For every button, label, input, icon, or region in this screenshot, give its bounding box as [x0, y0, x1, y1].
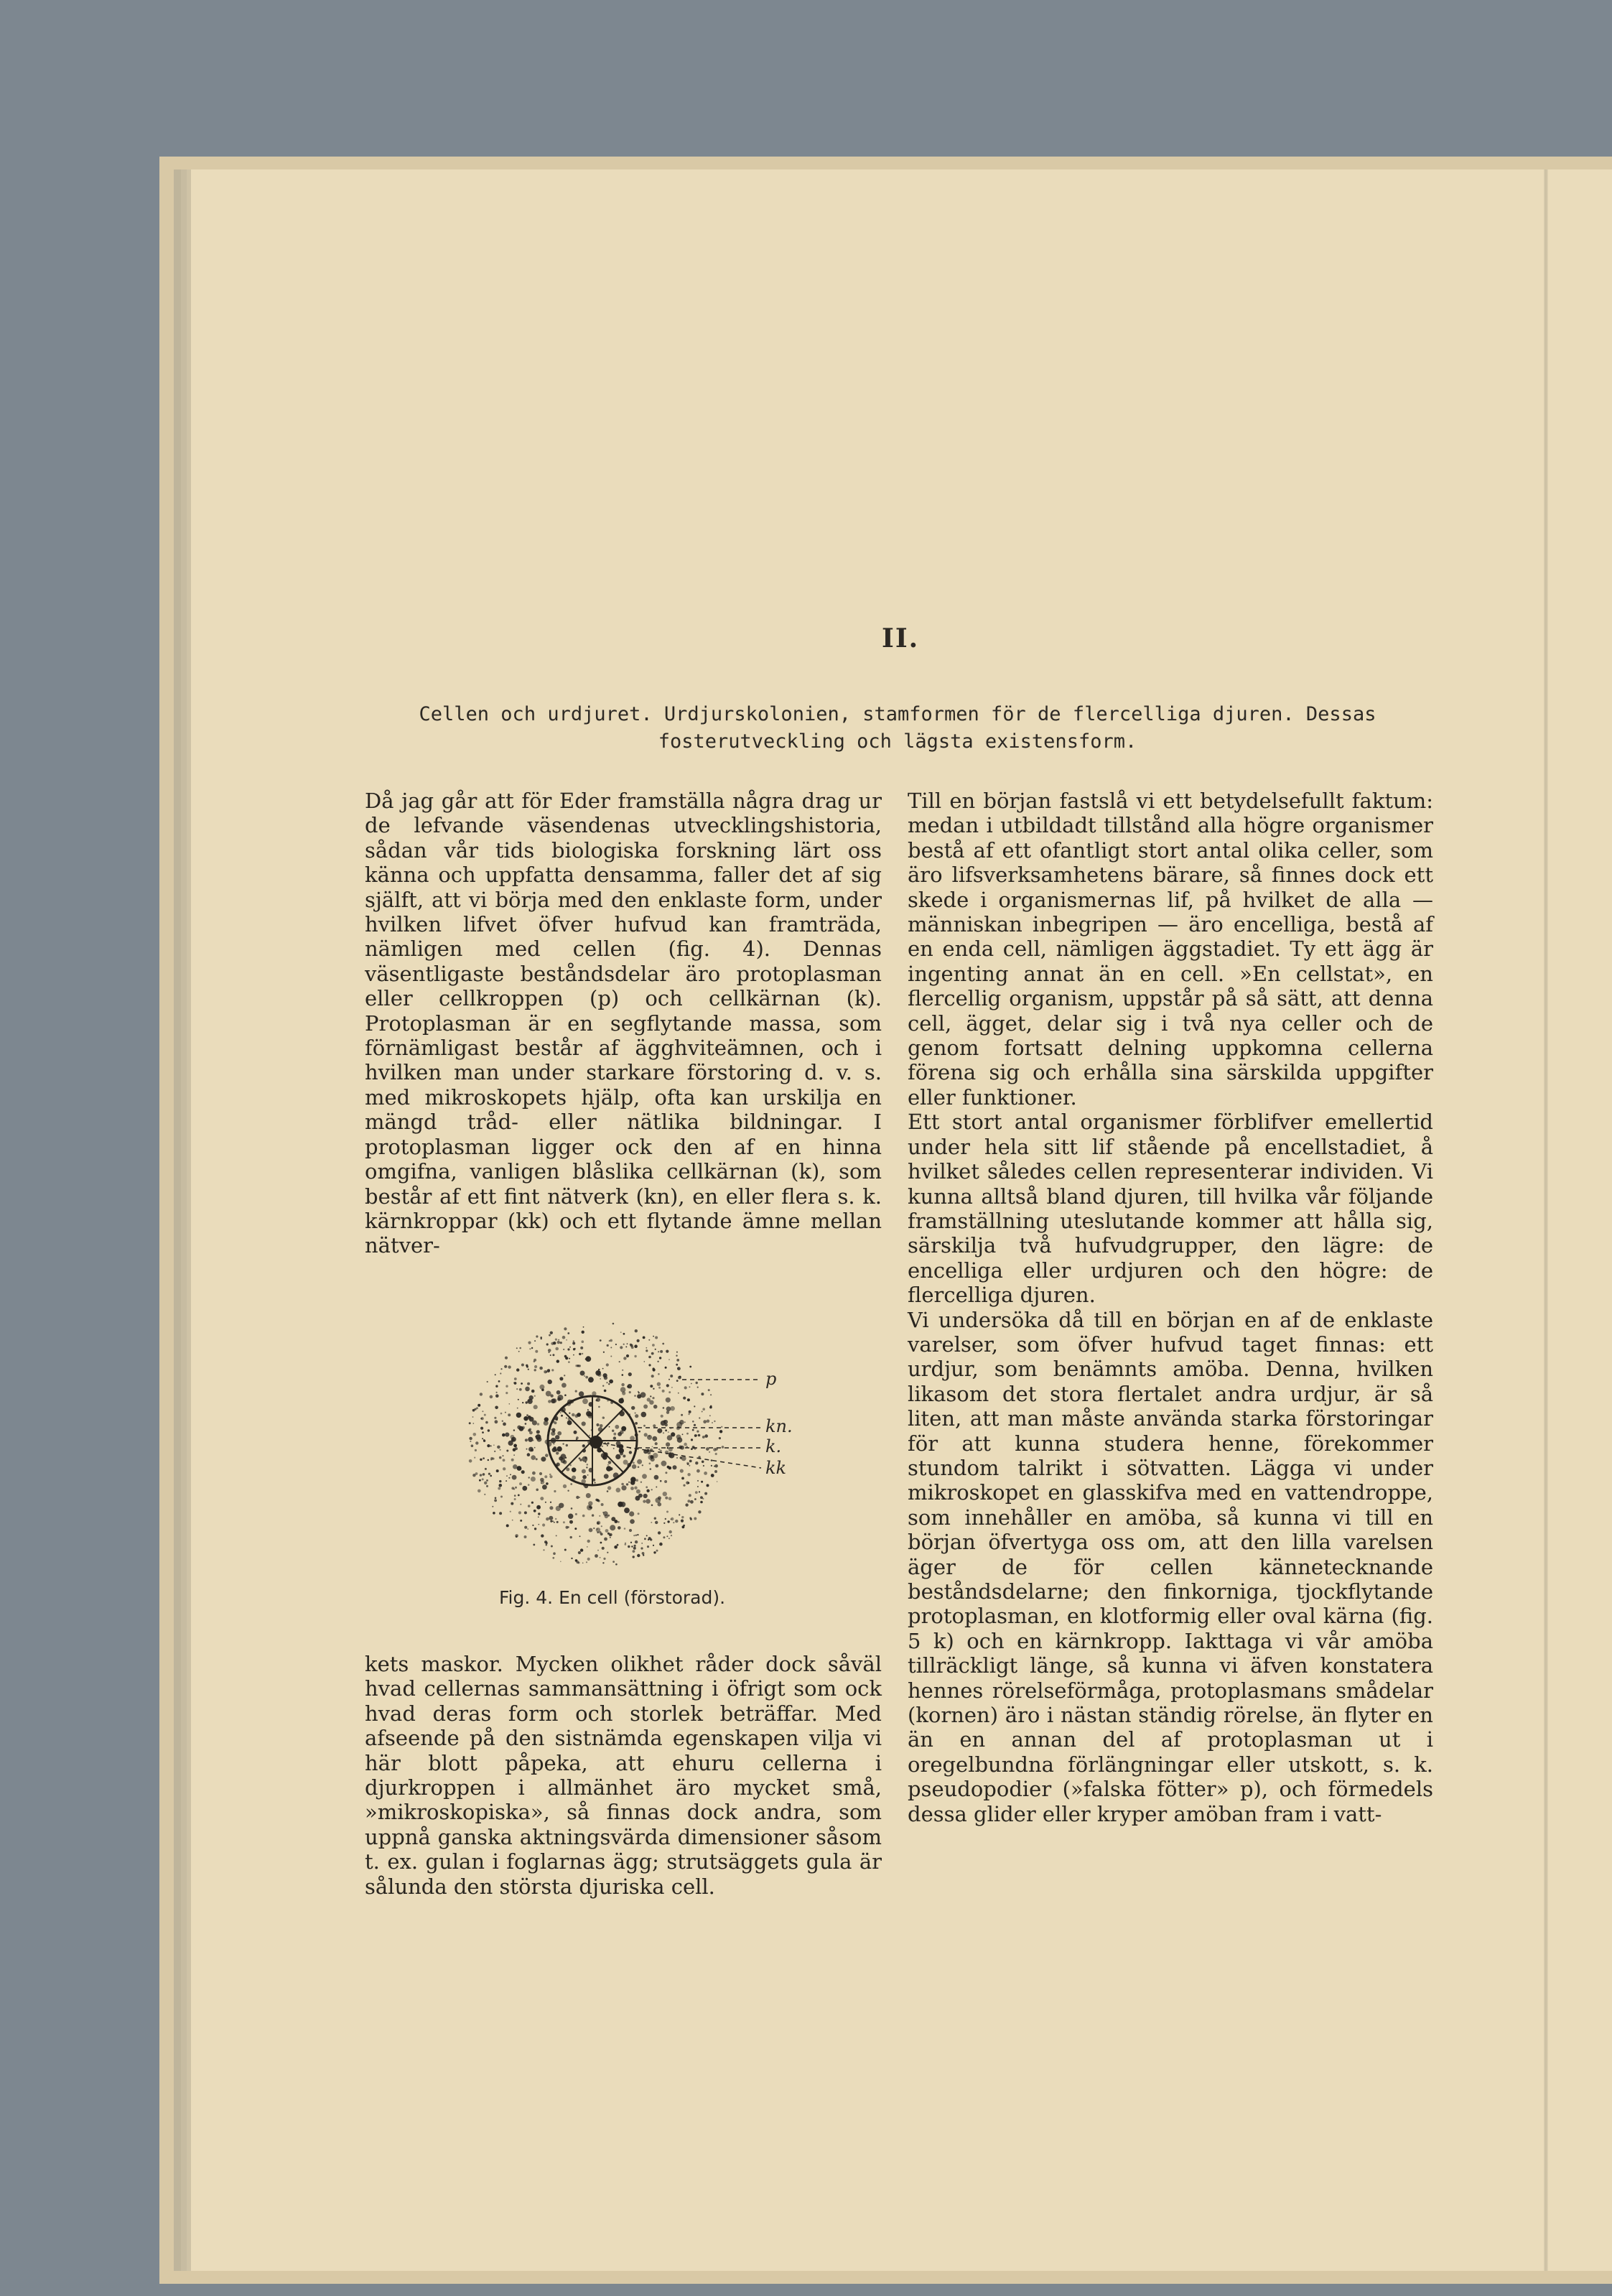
label-kn: kn.	[765, 1416, 793, 1436]
chapter-subtitle: Cellen och urdjuret. Urdjurskolonien, stamformen för de flercelliga djuren. Dessas fosterutveckling och lägsta existensform.	[419, 703, 1376, 753]
left-column-bottom-text: kets maskor. Mycken olikhet råder dock såväl hvad cellernas sammansättning i öfrigt som ock hvad deras form och storlek beträffar. Med afseende på den sistnämda egenskapen vilja vi här blott påpeka, att ehuru cellerna i djurkroppen i allmänhet äro mycket små, »mikroskopiska», så finnas dock andra, som uppnå ganska aktningsvärda dimensioner såsom t. ex. gulan i foglarnas ägg; strutsäggets gula är sålunda den största djuriska cell.	[365, 1652, 882, 1899]
left-column-top-text: Då jag går att för Eder framställa några drag ur de lefvande väsendenas utvecklingshistoria, sådan vår tids biologiska forskning lärt oss känna och uppfatta densamma, faller det af sig själft, att vi börja med den enklaste form, under hvilken lifvet öfver hufvud kan framträda, nämligen med cellen (fig. 4). Dennas väsentligaste beståndsdelar äro protoplasman eller cellkroppen (p) och cellkärnan (k). Protoplasman är en segflytande massa, som förnämligast består af ägghviteämnen, och i hvilken man under starkare förstoring d. v. s. med mikroskopets hjälp, ofta kan urskilja en mängd tråd- eller nätlika bildningar. I protoplasman ligger ock den af en hinna omgifna, vanligen blåslika cellkärnan (k), som består af ett fint nätverk (kn), en eller flera s. k. kärnkroppar (kk) och ett flytande ämne mellan nätver-	[365, 789, 882, 1258]
label-p: p	[765, 1369, 777, 1389]
chapter-number: II.	[882, 623, 920, 654]
cell-figure	[445, 1311, 847, 1613]
label-kk: kk	[765, 1458, 787, 1478]
figure-caption: Fig. 4. En cell (förstorad).	[499, 1587, 726, 1608]
nucleolus	[590, 1436, 602, 1449]
label-k: k.	[765, 1436, 782, 1456]
page-fold	[1544, 169, 1548, 2271]
right-column-text: Till en början fastslå vi ett betydelsefullt faktum: medan i utbildadt tillstånd alla högre organismer bestå af ett ofantligt stort antal olika celler, som äro lifsverksamhetens bärare, så finnes dock ett skede i organismernas lif, på hvilket de alla — människan inbegripen — äro encelliga, bestå af en enda cell, nämligen äggstadiet. Ty ett ägg är ingenting annat än en cell. »En cellstat», en flercellig organism, uppstår på så sätt, att denna cell, ägget, delar sig i två nya celler och de genom fortsatt delning uppkomna cellerna förena sig och erhålla sina särskilda uppgifter eller funktioner. Ett stort antal organismer förblifver emellertid under hela sitt lif stående på encellstadiet, å hvilket således cellen representerar individen. Vi kunna alltså bland djuren, till hvilka vår följande framställning uteslutande kommer att hålla sig, särskilja två hufvudgrupper, den lägre: de encelliga eller urdjuren och den högre: de flercelliga djuren. Vi undersöka då till en början en af de enklaste varelser, som öfver hufvud taget finnas: ett urdjur, som benämnts amöba. Denna, hvilken likasom det stora flertalet andra urdjur, är så liten, att man måste använda starka förstoringar för att kunna studera henne, förekommer stundom talrikt i sötvatten. Lägga vi under mikroskopet en glasskifva med en vattendroppe, som innehåller en amöba, så kunna vi till en början öfvertyga oss om, att den lilla varelsen äger de för cellen kännetecknande beståndsdelarne; den finkorniga, tjockflytande protoplasman, en klotformig eller oval kärna (fig. 5 k) och en kärnkropp. Iakttaga vi vår amöba tillräckligt länge, så kunna vi äfven konstatera hennes rörelseförmåga, protoplasmans smådelar (kornen) äro i nästan ständig rörelse, än flyter en än en annan del af protoplasman ut i oregelbundna förlängningar eller utskott, s. k. pseudopodier (»falska fötter» p), och förmedels dessa glider eller kryper amöban fram i vatt-	[908, 789, 1433, 1826]
